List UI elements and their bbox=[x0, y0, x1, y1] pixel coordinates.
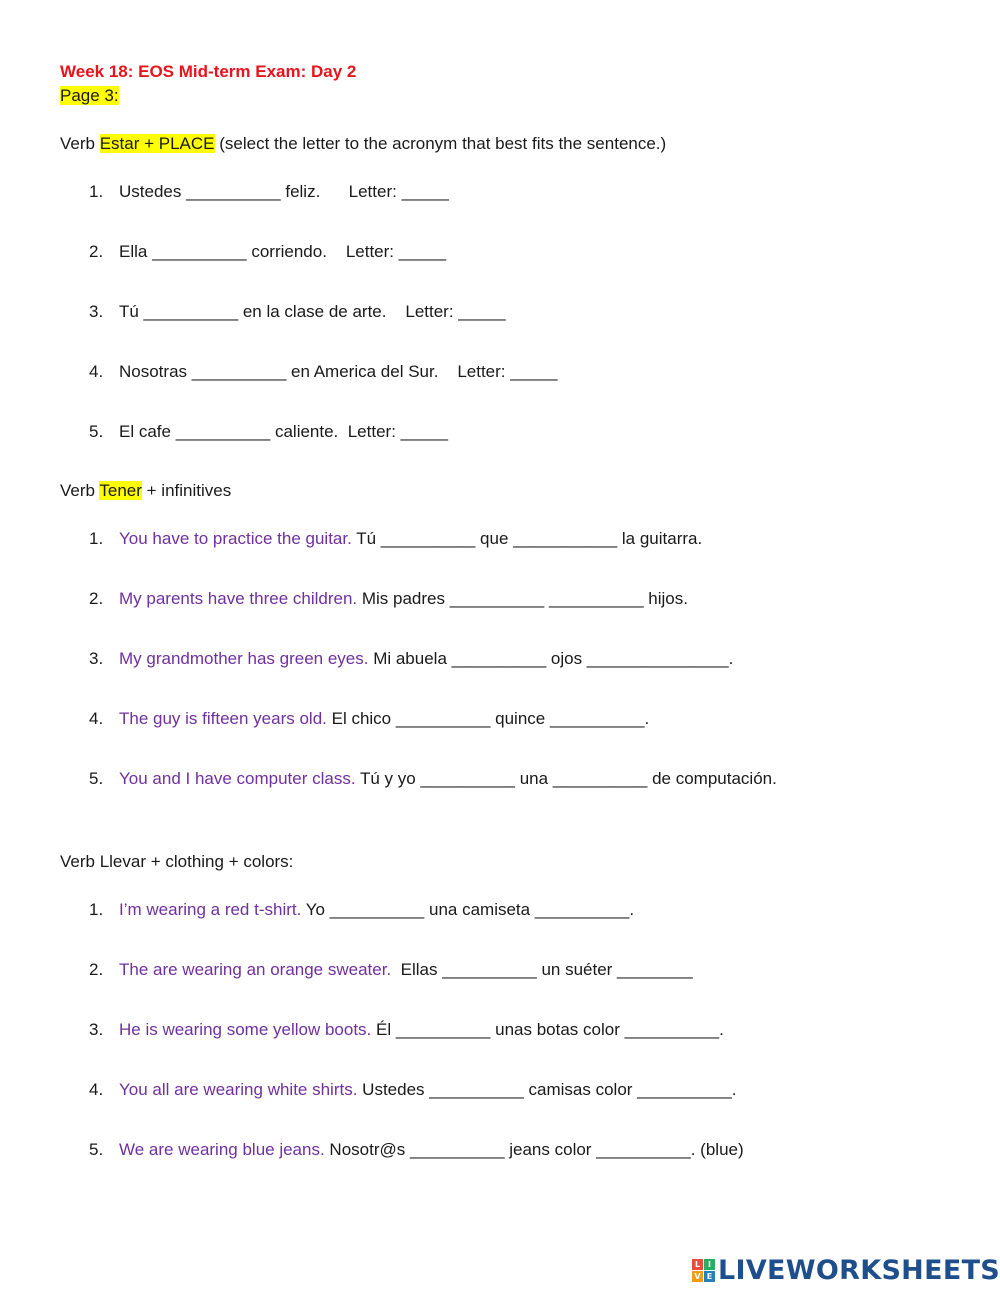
liveworksheets-logo[interactable] bbox=[692, 1254, 1000, 1286]
item-text: Ellas __________ un suéter ________ bbox=[391, 960, 693, 979]
item-number: 4. bbox=[89, 709, 104, 728]
item-text: Ustedes __________ camisas color __________. bbox=[357, 1080, 737, 1099]
item-number: 2. bbox=[89, 242, 104, 261]
item-text: Yo __________ una camiseta __________. bbox=[301, 900, 635, 919]
item-text: Ella __________ corriendo. Letter: _____ bbox=[119, 242, 447, 261]
item-text: El cafe __________ caliente. Letter: _____ bbox=[119, 422, 448, 441]
heading-prefix: Verb bbox=[60, 134, 100, 153]
item-number: 4. bbox=[89, 362, 104, 381]
english-prompt: The are wearing an orange sweater. bbox=[119, 960, 392, 979]
worksheet-title: Week 18: EOS Mid-term Exam: Day 2 bbox=[60, 62, 357, 81]
item-number: 2. bbox=[89, 589, 104, 608]
item-text: Nosotras __________ en America del Sur. Letter: _____ bbox=[119, 362, 558, 381]
section-heading-estar bbox=[60, 134, 666, 154]
item-number: 3. bbox=[89, 1020, 104, 1039]
heading-highlight: Estar + PLACE bbox=[99, 134, 215, 153]
heading-prefix: Verb bbox=[60, 481, 100, 500]
english-prompt: The guy is fifteen years old. bbox=[119, 709, 327, 728]
item-number: 3. bbox=[89, 302, 104, 321]
heading-highlight: Tener bbox=[99, 481, 142, 500]
item-number: 2. bbox=[89, 960, 104, 979]
item-number: 5. bbox=[89, 422, 104, 441]
item-number: 1. bbox=[89, 182, 104, 201]
page-label bbox=[60, 86, 119, 106]
logo-letter: L bbox=[692, 1259, 703, 1270]
logo-letter: I bbox=[704, 1259, 715, 1270]
english-prompt: You all are wearing white shirts. bbox=[119, 1080, 358, 1099]
logo-letter: V bbox=[692, 1271, 703, 1282]
item-text: Tú __________ que ___________ la guitarra. bbox=[351, 529, 703, 548]
heading-suffix: + infinitives bbox=[141, 481, 232, 500]
item-text: Él __________ unas botas color __________. bbox=[371, 1020, 724, 1039]
logo-text: LIVEWORKSHEETS bbox=[718, 1254, 1000, 1286]
item-text: Nosotr@s __________ jeans color __________. (blue) bbox=[324, 1140, 744, 1159]
item-number: 1. bbox=[89, 529, 104, 548]
item-number: 5. bbox=[89, 1140, 104, 1159]
section-heading-llevar bbox=[60, 852, 293, 872]
item-number: 3. bbox=[89, 649, 104, 668]
item-number: 4. bbox=[89, 1080, 104, 1099]
item-text: Tú y yo __________ una __________ de computación. bbox=[355, 769, 777, 788]
page-label-text: Page 3: bbox=[60, 86, 119, 105]
english-prompt: You have to practice the guitar. bbox=[119, 529, 352, 548]
item-text: El chico __________ quince __________. bbox=[326, 709, 650, 728]
logo-mark-icon bbox=[692, 1259, 715, 1282]
item-text: Mis padres __________ __________ hijos. bbox=[357, 589, 688, 608]
section-heading-tener bbox=[60, 481, 231, 501]
item-text: Ustedes __________ feliz. Letter: _____ bbox=[119, 182, 449, 201]
heading-suffix: (select the letter to the acronym that best fits the sentence.) bbox=[214, 134, 667, 153]
item-text: Mi abuela __________ ojos _______________. bbox=[368, 649, 734, 668]
item-number: 1. bbox=[89, 900, 104, 919]
english-prompt: You and I have computer class. bbox=[119, 769, 356, 788]
item-number: 5. bbox=[89, 769, 104, 788]
english-prompt: My parents have three children. bbox=[119, 589, 358, 608]
english-prompt: He is wearing some yellow boots. bbox=[119, 1020, 372, 1039]
english-prompt: I’m wearing a red t-shirt. bbox=[119, 900, 302, 919]
english-prompt: My grandmother has green eyes. bbox=[119, 649, 369, 668]
heading-text: Verb Llevar + clothing + colors: bbox=[60, 852, 294, 871]
logo-letter: E bbox=[704, 1271, 715, 1282]
english-prompt: We are wearing blue jeans. bbox=[119, 1140, 325, 1159]
item-text: Tú __________ en la clase de arte. Letter: _____ bbox=[119, 302, 506, 321]
